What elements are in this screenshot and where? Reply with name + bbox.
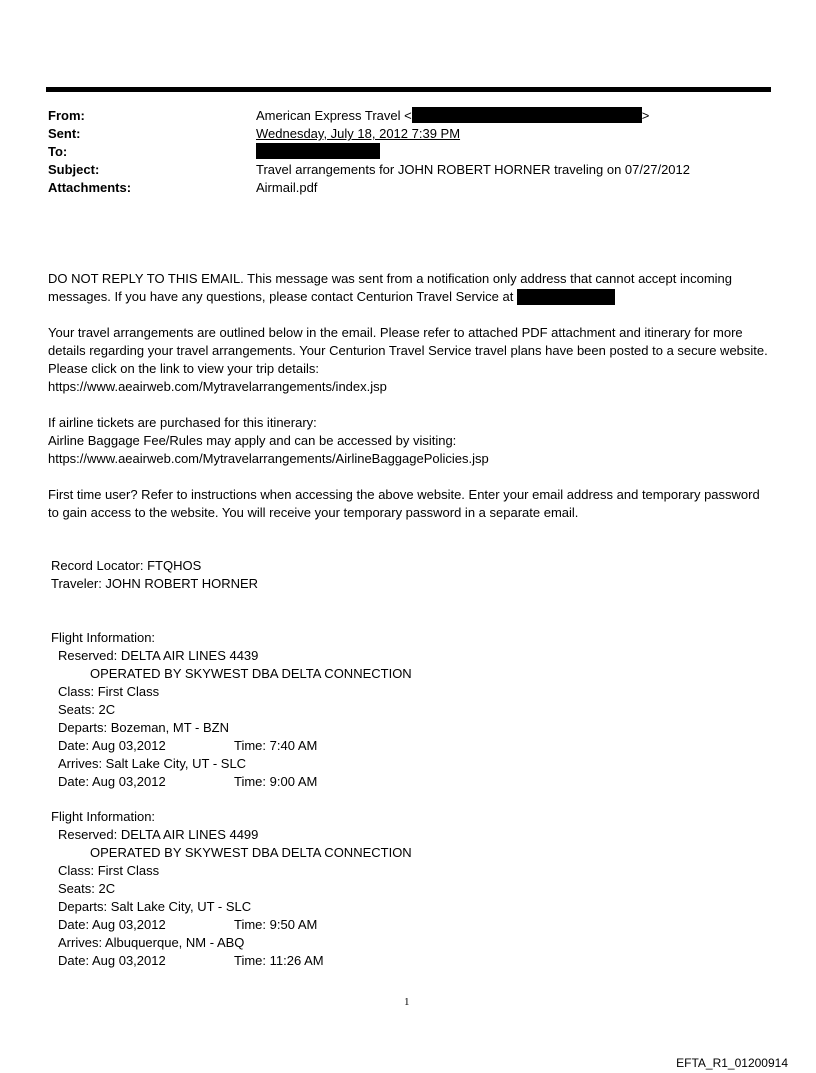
- flight-heading: Flight Information:: [51, 809, 156, 824]
- flight-class: Class: First Class: [58, 684, 160, 699]
- from-bracket-close: >: [641, 108, 650, 123]
- intro-text: Your travel arrangements are outlined below in the email. Please refer to attached PDF attachment and itinerary for more details regarding your travel arrangements. Your Centurion Travel Service travel plans have been posted to a secure website. Please click on the link to view your trip details:: [48, 325, 768, 376]
- traveler-name: Traveler: JOHN ROBERT HORNER: [51, 576, 259, 591]
- trip-details-link[interactable]: https://www.aeairweb.com/Mytravelarrangements/index.jsp: [48, 379, 387, 394]
- do-not-reply-notice: [48, 270, 768, 306]
- flight-departs: Departs: Salt Lake City, UT - SLC: [58, 899, 252, 914]
- from-value: [256, 107, 649, 125]
- flight-departure-time: Time: 7:40 AM: [234, 738, 318, 753]
- flight-seats: Seats: 2C: [58, 881, 116, 896]
- intro-paragraph: [48, 324, 768, 396]
- subject-value: Travel arrangements for JOHN ROBERT HORNER traveling on 07/27/2012: [256, 162, 690, 177]
- page-number: 1: [404, 996, 410, 1008]
- redacted-email-address: [412, 107, 642, 123]
- to-label: To:: [48, 144, 68, 159]
- flight-departure-date: Date: Aug 03,2012: [58, 738, 166, 753]
- flight-arrives: Arrives: Salt Lake City, UT - SLC: [58, 756, 247, 771]
- flight-operated-by: OPERATED BY SKYWEST DBA DELTA CONNECTION: [90, 845, 412, 860]
- first-time-user-paragraph: [48, 486, 768, 522]
- flight-arrival-time: Time: 9:00 AM: [234, 774, 318, 789]
- flight-arrival-date: Date: Aug 03,2012: [58, 953, 166, 968]
- flight-heading: Flight Information:: [51, 630, 156, 645]
- header-rule: [46, 87, 771, 92]
- to-value: [256, 143, 380, 161]
- flight-class: Class: First Class: [58, 863, 160, 878]
- baggage-line-1: If airline tickets are purchased for this itinerary:: [48, 415, 317, 430]
- from-label: From:: [48, 108, 85, 123]
- bates-number: EFTA_R1_01200914: [676, 1056, 788, 1070]
- record-locator: Record Locator: FTQHOS: [51, 558, 202, 573]
- baggage-line-2: Airline Baggage Fee/Rules may apply and can be accessed by visiting:: [48, 433, 457, 448]
- flight-arrival-date: Date: Aug 03,2012: [58, 774, 166, 789]
- flight-departure-date: Date: Aug 03,2012: [58, 917, 166, 932]
- flight-reserved: Reserved: DELTA AIR LINES 4439: [58, 648, 259, 663]
- attachment-file-link[interactable]: Airmail.pdf: [256, 180, 318, 195]
- redacted-recipient: [256, 143, 380, 159]
- sent-value: Wednesday, July 18, 2012 7:39 PM: [256, 126, 461, 141]
- baggage-policies-link[interactable]: https://www.aeairweb.com/Mytravelarrangements/AirlineBaggagePolicies.jsp: [48, 451, 489, 466]
- notice-text: DO NOT REPLY TO THIS EMAIL. This message was sent from a notification only address that cannot accept incoming messages. If you have any questions, please contact Centurion Travel Service at: [48, 271, 733, 304]
- attachments-label: Attachments:: [48, 180, 132, 195]
- flight-reserved: Reserved: DELTA AIR LINES 4499: [58, 827, 259, 842]
- flight-departure-time: Time: 9:50 AM: [234, 917, 318, 932]
- flight-departs: Departs: Bozeman, MT - BZN: [58, 720, 229, 735]
- flight-arrives: Arrives: Albuquerque, NM - ABQ: [58, 935, 245, 950]
- flight-seats: Seats: 2C: [58, 702, 116, 717]
- baggage-paragraph: [48, 414, 768, 468]
- first-time-text: First time user? Refer to instructions when accessing the above website. Enter your email address and temporary password to gain access to the website. You will receive your temporary password in a separate email.: [48, 487, 760, 520]
- from-sender-name: American Express Travel <: [256, 108, 412, 123]
- flight-operated-by: OPERATED BY SKYWEST DBA DELTA CONNECTION: [90, 666, 412, 681]
- flight-arrival-time: Time: 11:26 AM: [234, 953, 324, 968]
- redacted-phone: [517, 289, 615, 305]
- subject-label: Subject:: [48, 162, 100, 177]
- sent-label: Sent:: [48, 126, 81, 141]
